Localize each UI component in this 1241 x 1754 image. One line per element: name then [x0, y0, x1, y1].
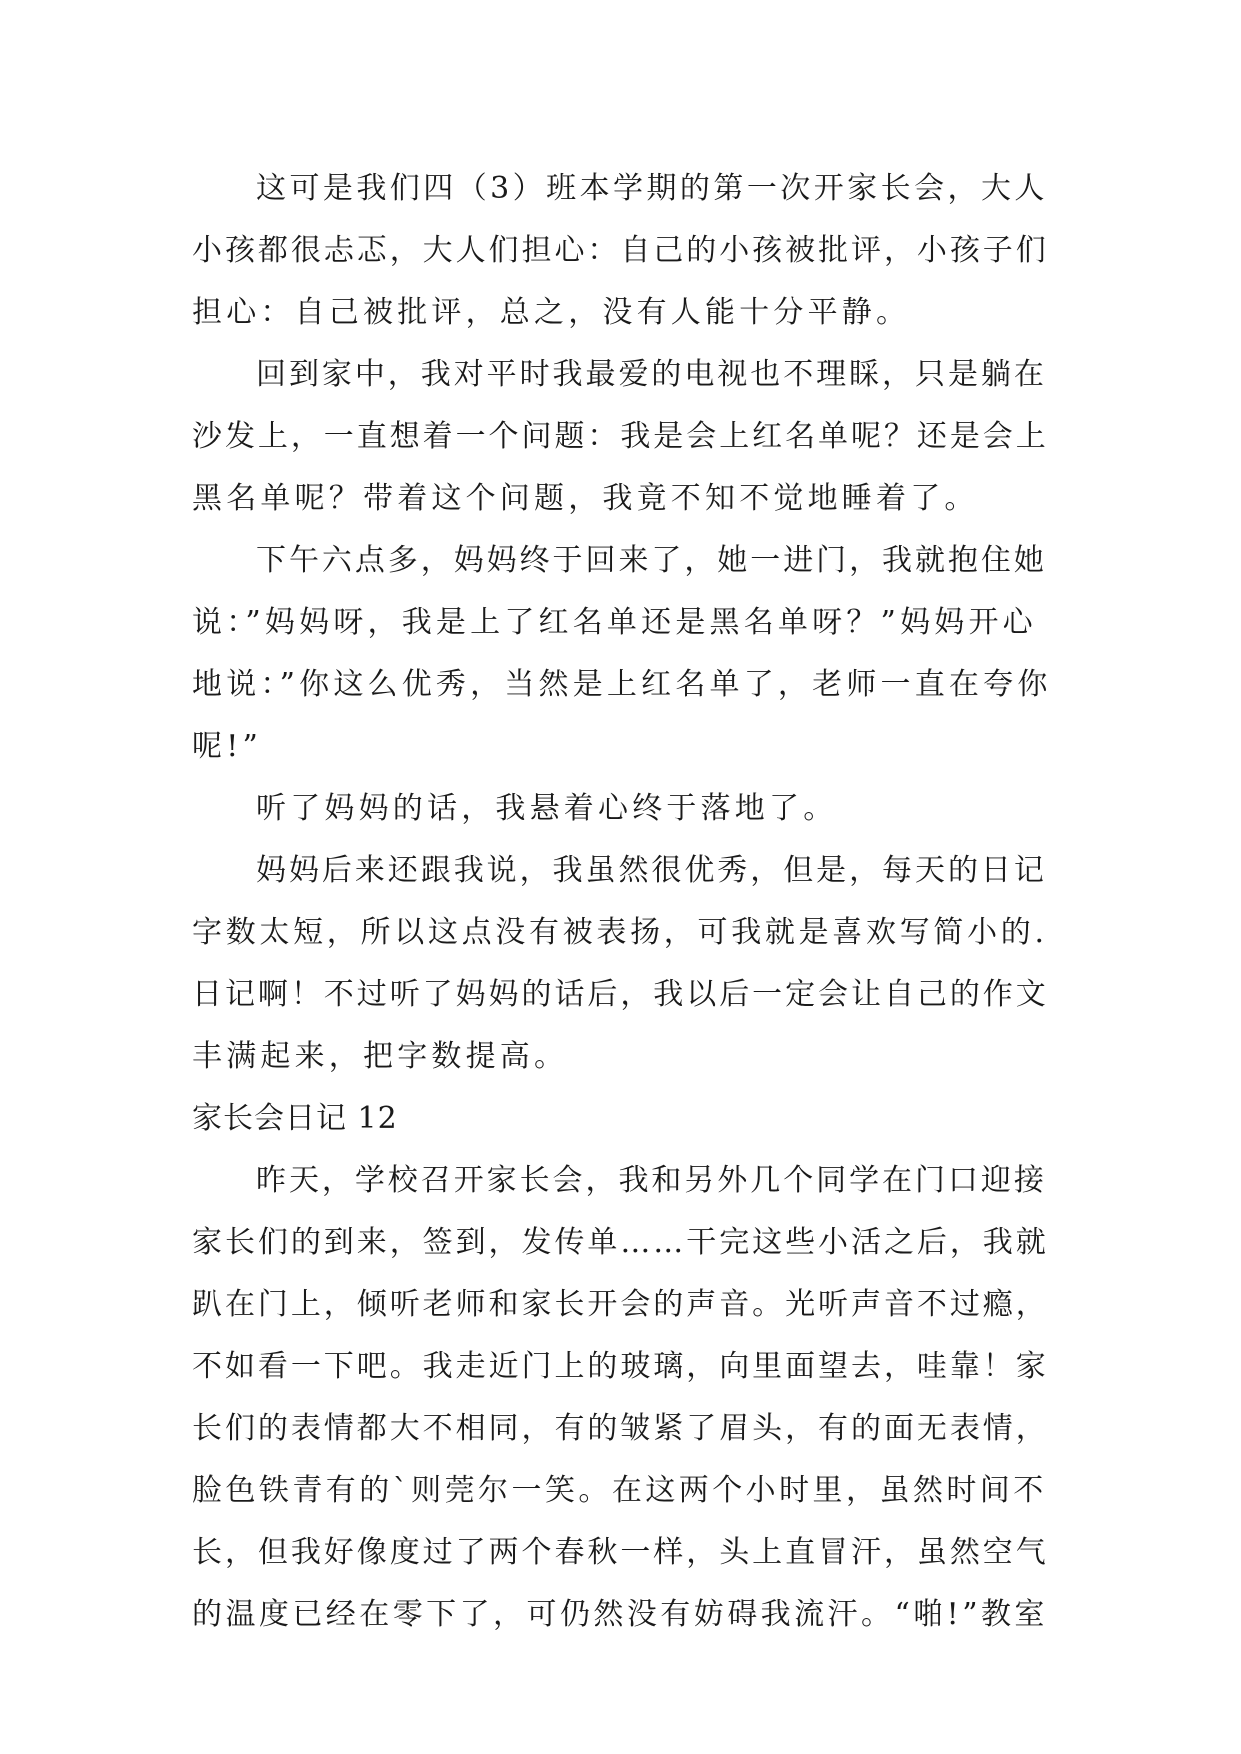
text-line: 说：”妈妈呀，我是上了红名单还是黑名单呀？”妈妈开心 — [192, 605, 1037, 640]
text-line: 担心：自己被批评，总之，没有人能十分平静。 — [192, 295, 911, 330]
section-heading: 家长会日记 12 — [192, 1101, 398, 1136]
text-line: 这可是我们四（3）班本学期的第一次开家长会，大人 — [256, 171, 1048, 206]
text-line: 地说：”你这么优秀，当然是上红名单了，老师一直在夸你 — [192, 667, 1052, 702]
text-line: 脸色铁青有的`则莞尔一笑。在这两个小时里，虽然时间不 — [192, 1473, 1047, 1508]
text-line: 长，但我好像度过了两个春秋一样，头上直冒汗，虽然空气 — [192, 1535, 1049, 1570]
text-line: 呢!” — [192, 729, 262, 764]
text-line: 昨天，学校召开家长会，我和另外几个同学在门口迎接 — [256, 1163, 1047, 1198]
text-line: 下午六点多，妈妈终于回来了，她一进门，我就抱住她 — [256, 543, 1047, 578]
text-line: 日记啊！不过听了妈妈的话后，我以后一定会让自己的作文 — [192, 977, 1049, 1012]
text-line: 丰满起来，把字数提高。 — [192, 1039, 569, 1074]
text-line: 回到家中，我对平时我最爱的电视也不理睬，只是躺在 — [256, 357, 1047, 392]
text-line: 的温度已经在零下了，可仍然没有妨碍我流汗。“啪!”教室 — [192, 1597, 1048, 1632]
text-line: 趴在门上，倾听老师和家长开会的声音。光听声音不过瘾， — [192, 1287, 1049, 1322]
text-line: 字数太短，所以这点没有被表扬，可我就是喜欢写简小的. — [192, 915, 1048, 950]
text-line: 妈妈后来还跟我说，我虽然很优秀，但是，每天的日记 — [256, 853, 1047, 888]
text-line: 长们的表情都大不相同，有的皱紧了眉头，有的面无表情， — [192, 1411, 1049, 1446]
text-line: 家长们的到来，签到，发传单……干完这些小活之后，我就 — [192, 1225, 1049, 1260]
text-line: 听了妈妈的话，我悬着心终于落地了。 — [256, 791, 838, 826]
document-body — [192, 158, 1052, 1646]
text-line: 沙发上，一直想着一个问题：我是会上红名单呢？还是会上 — [192, 419, 1049, 454]
text-line: 不如看一下吧。我走近门上的玻璃，向里面望去，哇靠！家 — [192, 1349, 1049, 1384]
text-line: 小孩都很忐忑，大人们担心：自己的小孩被批评，小孩子们 — [192, 233, 1049, 268]
text-line: 黑名单呢？带着这个问题，我竟不知不觉地睡着了。 — [192, 481, 979, 516]
